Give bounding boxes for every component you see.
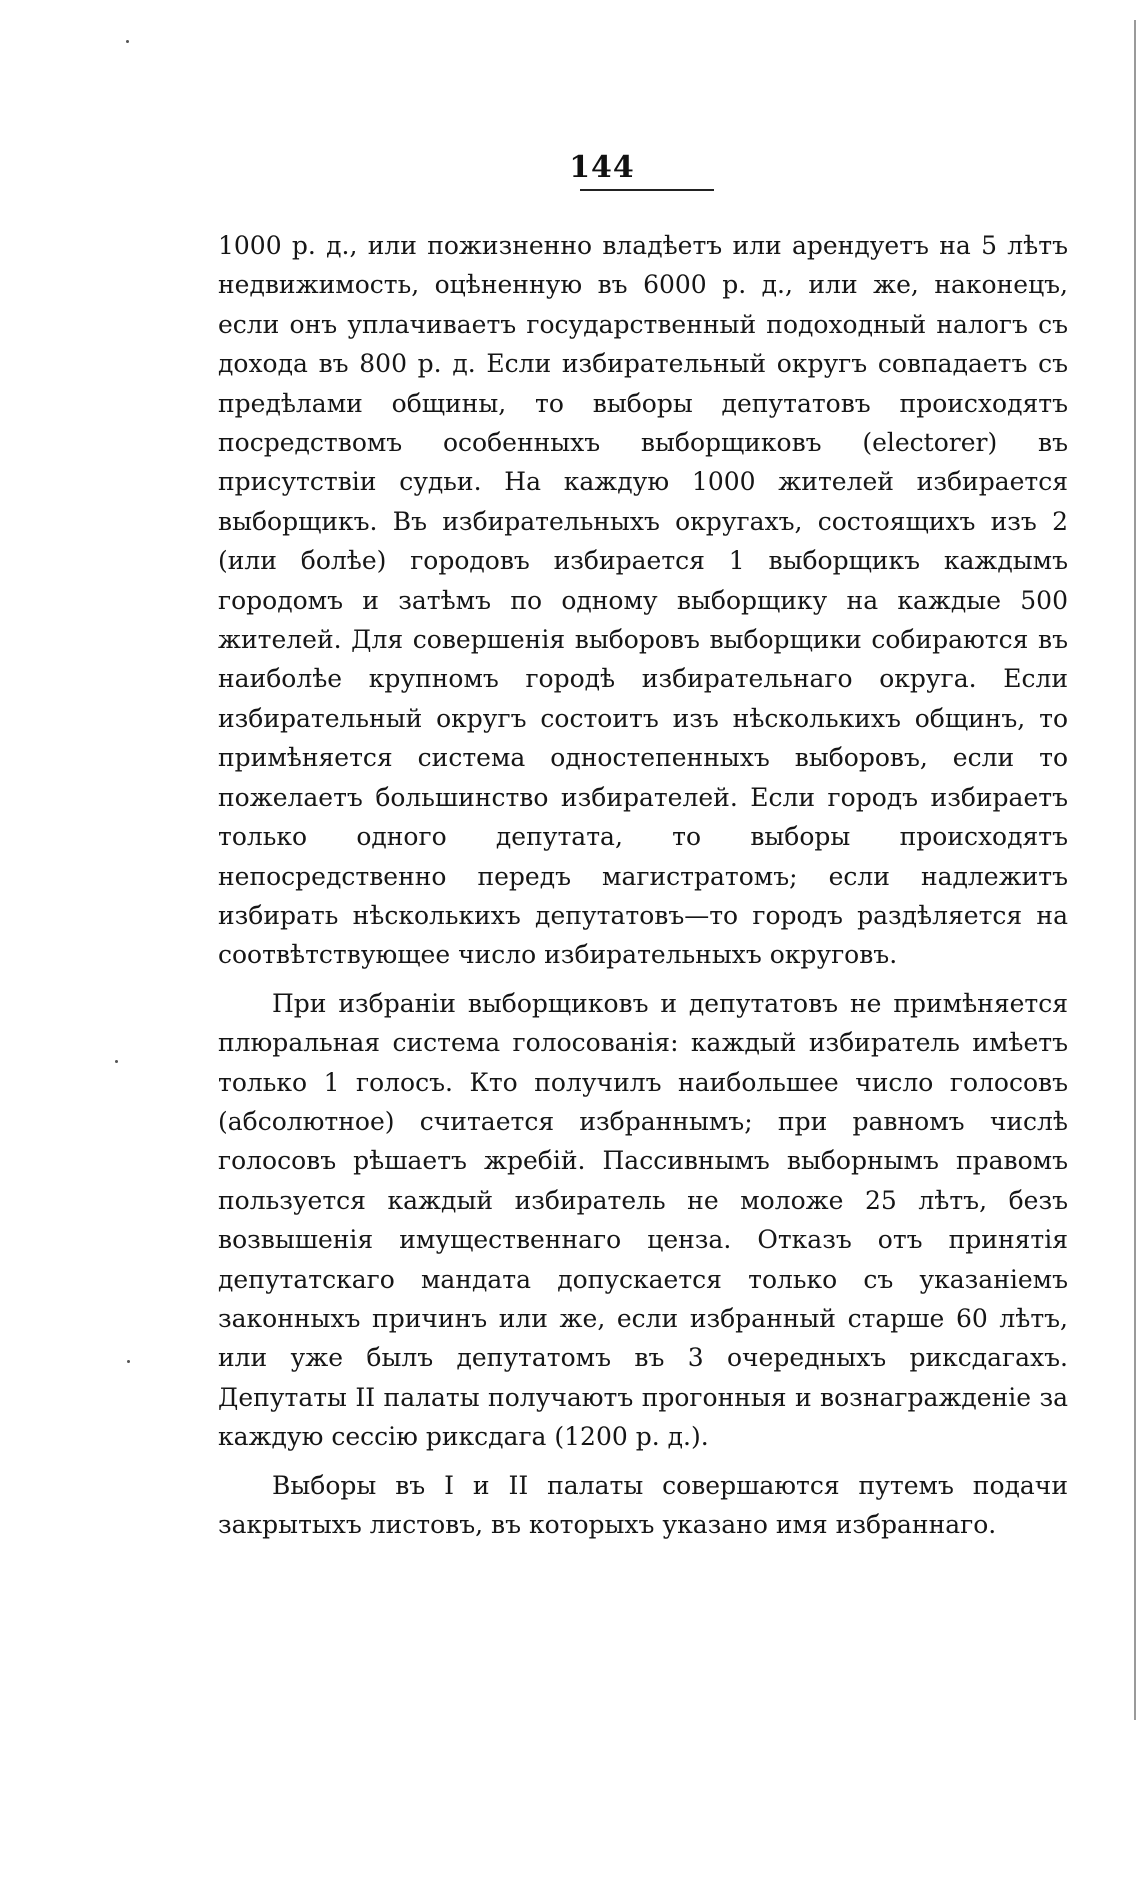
scan-speck bbox=[127, 1360, 130, 1363]
scan-speck bbox=[115, 1060, 118, 1063]
page-edge-shadow bbox=[1134, 20, 1136, 1720]
paragraph-3: Выборы въ I и II палаты совершаются путемъ подачи закрытыхъ листовъ, въ которыхъ указано имя избраннаго. bbox=[218, 1470, 1068, 1539]
paragraph-2: При избраніи выборщиковъ и депутатовъ не примѣняется плюральная система голосованія: каждый избиратель имѣетъ только 1 голосъ. Кто получилъ наибольшее число голосовъ (абсолютное) считается избраннымъ; при равномъ числѣ голосовъ рѣшаетъ жребій. Пассивнымъ выборнымъ правомъ пользуется каждый избиратель не моложе 25 лѣтъ, безъ возвышенія имущественнаго ценза. Отказъ отъ принятія депутатскаго мандата допускается только съ указаніемъ законныхъ причинъ или же, если избранный старше 60 лѣтъ, или уже былъ депутатомъ въ 3 очередныхъ риксдагахъ. Депутаты II палаты получаютъ прогонныя и вознагражденіе за каждую сессію риксдага (1200 р. д.). bbox=[218, 988, 1068, 1452]
page-number: 144 bbox=[569, 150, 635, 185]
paragraph-1: 1000 р. д., или пожизненно владѣетъ или арендуетъ на 5 лѣтъ недвижимость, оцѣненную въ 6000 р. д., или же, наконецъ, если онъ уплачиваетъ государственный подоходный налогъ съ дохода въ 800 р. д. Если избирательный округъ совпадаетъ съ предѣлами общины, то выборы депутатовъ происходятъ посредствомъ особенныхъ выборщиковъ (electorer) въ присутствіи судьи. На каждую 1000 жителей избирается выборщикъ. Въ избирательныхъ округахъ, состоящихъ изъ 2 (или болѣе) городовъ избирается 1 выборщикъ каждымъ городомъ и затѣмъ по одному выборщику на каждые 500 жителей. Для совершенія выборовъ выборщики собираются въ наиболѣе крупномъ городѣ избирательнаго округа. Если избирательный округъ состоитъ изъ нѣсколькихъ общинъ, то примѣняется система одностепенныхъ выборовъ, если то пожелаетъ большинство избирателей. Если городъ избираетъ только одного депутата, то выборы происходятъ непосредственно передъ магистратомъ; если надлежитъ избирать нѣсколькихъ депутатовъ—то городъ раздѣляется на соотвѣтствующее число избирательныхъ округовъ. bbox=[218, 231, 1068, 970]
scan-speck bbox=[126, 40, 129, 43]
body-text bbox=[218, 226, 1068, 1553]
header-rule bbox=[580, 189, 714, 191]
